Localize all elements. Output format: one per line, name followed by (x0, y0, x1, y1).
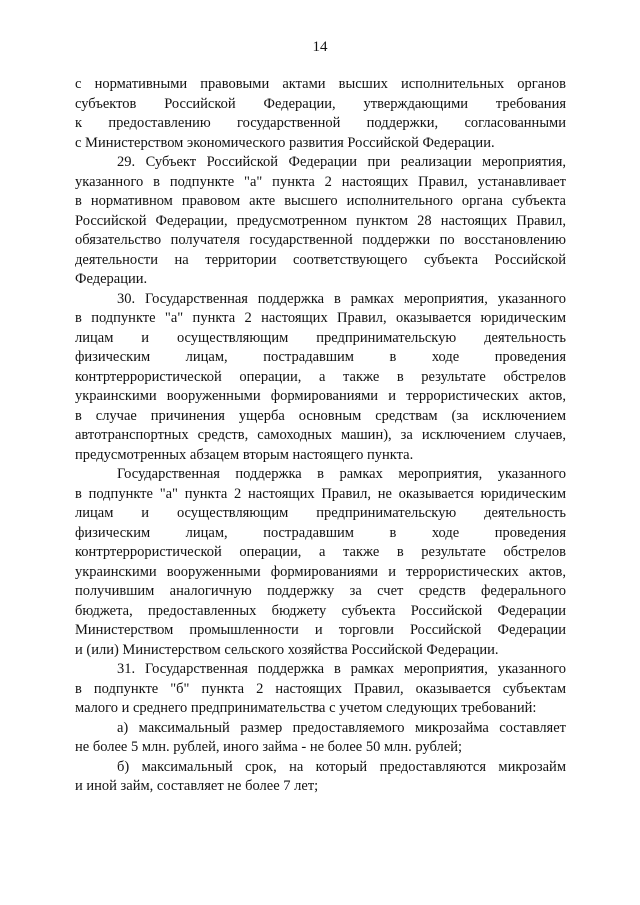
paragraph-31 (75, 660, 566, 719)
text-line: в подпункте "а" пункта 2 настоящих Правил, оказывается юридическим (75, 310, 566, 326)
text-line: субъектов Российской Федерации, утверждающими требования (75, 95, 566, 112)
text-line: автотранспортных средств, самоходных машин), за исключением случаев, (75, 427, 566, 443)
paragraph-continuation (75, 75, 566, 153)
text-line: в случае причинения ущерба основным средствам (за исключением (75, 407, 566, 424)
text-line: Министерством промышленности и торговли Российской Федерации (75, 622, 566, 638)
page-number: 14 (312, 39, 328, 55)
text-line: контртеррористической операции, а также в результате обстрелов (75, 368, 566, 385)
text-line: в подпункте "а" пункта 2 настоящих Правил, не оказывается юридическим (75, 485, 566, 502)
text-line: предусмотренных абзацем вторым настоящего пункта. (75, 446, 414, 463)
text-line: контртеррористической операции, а также в результате обстрелов (75, 544, 566, 560)
paragraph-30-second (75, 465, 566, 660)
text-line: малого и среднего предпринимательства с учетом следующих требований: (75, 700, 537, 716)
text-line: деятельности на территории соответствующего субъекта Российской (75, 251, 566, 268)
text-line: лицам и осуществляющим предпринимательскую деятельность (75, 505, 566, 521)
text-line: с нормативными правовыми актами высших исполнительных органов (75, 76, 566, 92)
text-line: к предоставлению государственной поддержки, согласованными (75, 115, 566, 131)
subitem-b (75, 758, 566, 797)
text-line: в нормативном правовом акте высшего исполнительного органа субъекта (75, 193, 566, 209)
text-line: указанного в подпункте "а" пункта 2 настоящих Правил, устанавливает (75, 173, 566, 190)
text-line: в подпункте "б" пункта 2 настоящих Правил, оказывается субъектам (75, 680, 566, 697)
paragraph-30 (75, 290, 566, 466)
text-line: с Министерством экономического развития Российской Федерации. (75, 134, 495, 151)
text-line: получившим аналогичную поддержку за счет средств федерального (75, 583, 566, 599)
document-body (75, 75, 566, 797)
text-line: 31. Государственная поддержка в рамках мероприятия, указанного (117, 661, 566, 677)
text-line: Российской Федерации, предусмотренном пунктом 28 настоящих Правил, (75, 212, 566, 229)
text-line: б) максимальный срок, на который предоставляются микрозайм (117, 758, 566, 775)
text-line: 30. Государственная поддержка в рамках мероприятия, указанного (117, 290, 566, 307)
text-line: обязательство получателя государственной поддержки по восстановлению (75, 232, 566, 248)
text-line: и иной займ, составляет не более 7 лет; (75, 778, 319, 794)
text-line: Федерации. (75, 271, 148, 287)
text-line: украинскими вооруженными формированиями и террористических актов, (75, 388, 566, 404)
text-line: физическим лицам, пострадавшим в ходе проведения (75, 349, 566, 365)
text-line: лицам и осуществляющим предпринимательскую деятельность (75, 329, 566, 346)
paragraph-29 (75, 153, 566, 290)
text-line: а) максимальный размер предоставляемого микрозайма составляет (117, 719, 566, 736)
text-line: физическим лицам, пострадавшим в ходе проведения (75, 524, 566, 541)
text-line: Государственная поддержка в рамках мероприятия, указанного (117, 466, 566, 482)
text-line: бюджета, предоставленных бюджету субъекта Российской Федерации (75, 602, 566, 619)
text-line: 29. Субъект Российской Федерации при реализации мероприятия, (117, 154, 566, 170)
text-line: и (или) Министерством сельского хозяйства Российской Федерации. (75, 641, 499, 658)
subitem-a (75, 719, 566, 758)
text-line: украинскими вооруженными формированиями и террористических актов, (75, 563, 566, 580)
text-line: не более 5 млн. рублей, иного займа - не более 50 млн. рублей; (75, 739, 462, 755)
